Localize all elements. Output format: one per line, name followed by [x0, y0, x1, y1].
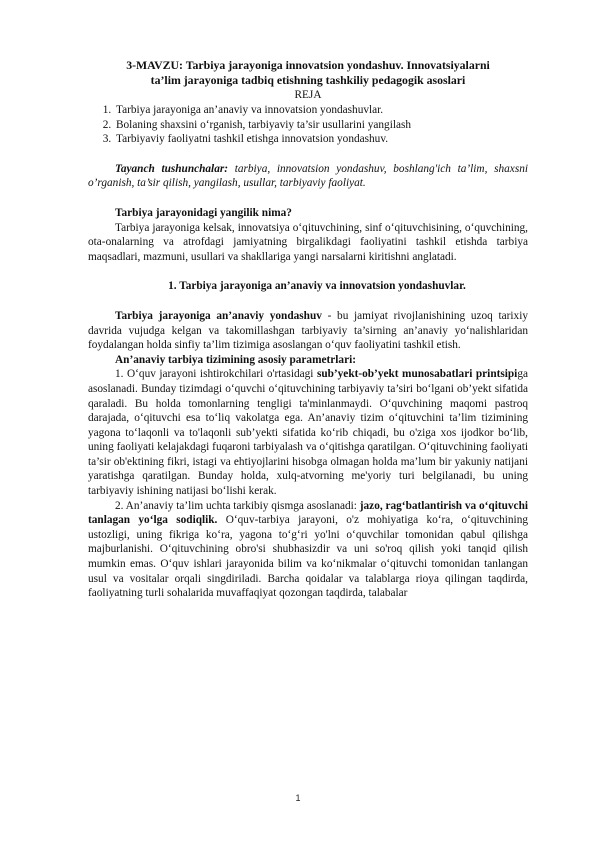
parameter-2-paragraph — [88, 499, 528, 601]
parameter-1-bold: sub’yekt-ob’yekt munosabatlari printsipi — [316, 368, 518, 381]
plan-list — [88, 103, 528, 147]
plan-item: 3. Tarbiyaviy faoliyatni tashkil etishga innovatsion yondashuv. — [114, 132, 528, 147]
section-1-paragraph-1 — [88, 309, 528, 353]
parameters-heading: An’anaviy tarbiya tizimining asosiy parametrlari: — [115, 353, 356, 366]
plan-item: 2. Bolaning shaxsini o‘rganish, tarbiyaviy ta’sir usullarini yangilash — [114, 118, 528, 133]
parameter-1-paragraph — [88, 367, 528, 498]
page-number: 1 — [295, 793, 301, 803]
page-content — [88, 58, 528, 601]
parameter-2-bold: jazo, rag‘batlantirish va o‘qituvchi tanlagan yo‘lga sodiqlik. — [88, 499, 528, 527]
topic-title-line-1: 3-MAVZU: Tarbiya jarayoniga innovatsion yondashuv. Innovatsiyalarni — [126, 58, 490, 72]
traditional-approach-term: Tarbiya jarayoniga an’anaviy yondashuv — [115, 309, 322, 322]
parameter-1-text-a: 1. O‘quv jarayoni ishtirokchilari o'rtasidagi — [115, 368, 317, 381]
intro-heading: Tarbiya jarayonidagi yangilik nima? — [115, 206, 292, 219]
plan-item: 1. Tarbiya jarayoniga an’anaviy va innovatsion yondashuvlar. — [114, 103, 528, 118]
key-concepts-text: tarbiya, innovatsion yondashuv, boshlang'ich ta’lim, shaxsni o’rganish, ta’sir qilish, yangilash, usullar, tarbiyaviy faoliyat. — [88, 162, 529, 190]
plan-label: REJA — [294, 89, 322, 102]
intro-paragraph: Tarbiya jarayoniga kelsak, innovatsiya o‘qituvchining, sinf o‘qituvchisining, o‘quvchining, ota-onalarning va atrofdagi jamiyatning birgalikdagi faoliyatini tashkil etishda tarbiya maqsadlari, mazmuni, usullari va shakllariga yangi narsalarni kiritishni anglatadi. — [88, 221, 528, 263]
key-concepts-paragraph — [88, 162, 528, 191]
parameter-2-text-a: 2. An’anaviy ta’lim uchta tarkibiy qismga asoslanadi: — [115, 499, 360, 512]
topic-title-line-2: ta’lim jarayoniga tadbiq etishning tashkiliy pedagogik asoslari — [150, 73, 466, 88]
parameter-2-text-b: O‘quv-tarbiya jarayoni, o'z mohiyatiga ko‘ra, o‘qituvchining ustozligi, uning fikriga ko‘ra, yagona to‘g‘ri yo'lni o‘quvchilar tomonidan qabul qilishga majburlanishi. O‘qituvchining obro'si shubhasizdir va uni so'roq qilish yoki tanqid qilish mumkin emas. O‘quv ishlari jarayonida bilim va ko‘nikmalar o‘qituvchi tomonidan tanlangan usul va vositalar orqali singdiriladi. Barcha qoidalar va talablarga rioya qilingan taqdirda, faoliyatning turli sohalarida muvaffaqiyat qozongan taqdirda, talabalar — [88, 514, 528, 600]
parameter-1-text-b: ga asoslanadi. Bunday tizimdagi o‘quvchi o‘qituvchining tarbiyaviy ta’siri bo‘lgani ob’yekt sifatida qaraladi. Bu holda tomonlarning tengligi ta'minlanmaydi. O‘quvchining maqomi pastroq darajada, o‘qituvchi esa to‘liq vakolatga ega. An’anaviy tizim o‘qituvchini ta’lim tizimining yagona to‘laqonli va to'laqonli sub’yekti sifatida ko‘rib chiqadi, bu o'ziga xos ijodkor bo‘lib, uning faoliyati kelajakdagi fuqaroni tarbiyalash va o‘qitishga qaratilgan. O‘qituvchining faoliyati ta’sir ob'ektining fikri, istagi va ehtiyojlarini hisobga olmagan holda ma’lum bir yakuniy natijani yaratishga qaratilgan. Bunday holda, xulq-atvorning me'yoriy turi belgilanadi, bu uning tarbiyaviy ishining natijasi bo‘lishi kerak. — [88, 368, 528, 498]
traditional-approach-definition: - bu jamiyat rivojlanishining uzoq tarixiy davrida vujudga kelgan va takomillashgan tarbiyaviy ta’sirning an’anaviy yo‘nalishlaridan foydalangan holda sinfiy ta’lim tizimiga asoslangan o‘quv faoliyatini tashkil etish. — [88, 309, 528, 352]
key-concepts-label: Tayanch tushunchalar: — [115, 162, 229, 175]
section-1-heading: 1. Tarbiya jarayoniga an’anaviy va innovatsion yondashuvlar. — [168, 280, 466, 293]
topic-title — [88, 58, 528, 88]
